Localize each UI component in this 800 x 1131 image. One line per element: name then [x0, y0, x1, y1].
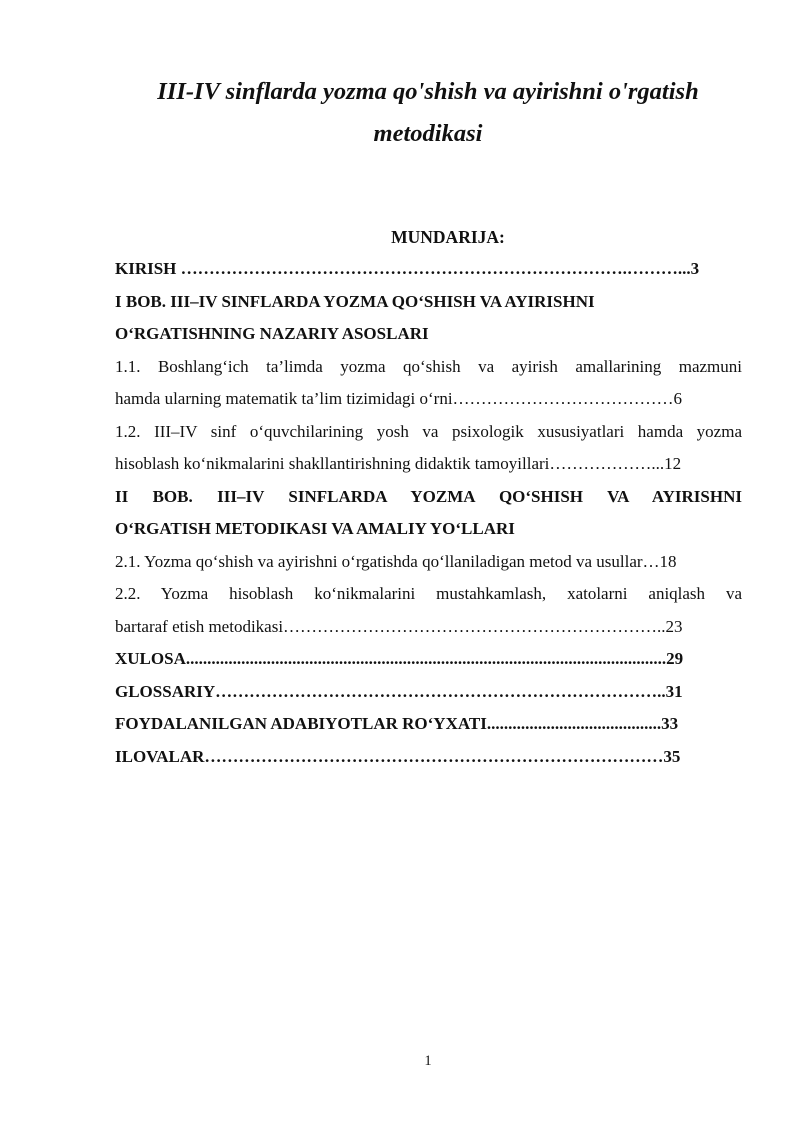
toc-chapter-1-title: I BOB. III–IV SINFLARDA YOZMA QO‘SHISH VA AYIRISHNI	[115, 291, 595, 311]
toc-entry-appendices: ILOVALAR………………………………………………………………………35	[115, 746, 681, 766]
toc-section-2-2: 2.2. Yozma hisoblash ko‘nikmalarini mustahkamlash, xatolarni aniqlash va	[115, 584, 742, 603]
toc-section-1-2-continued: hisoblash ko‘nikmalarini shakllantirishning didaktik tamoyillari………………...12	[115, 454, 682, 473]
toc-entry-references: FOYDALANILGAN ADABIYOTLAR RO‘YXATI.........................................33	[115, 714, 679, 733]
toc-chapter-1-title-continued: O‘RGATISHNING NAZARIY ASOSLARI	[115, 324, 429, 343]
toc-entry-glossary: GLOSSARIY……………………………………………………………………..31	[115, 681, 683, 701]
toc-section-1-1: 1.1. Boshlang‘ich ta’limda yozma qo‘shish va ayirish amallarining mazmuni	[115, 356, 742, 376]
toc-entry-conclusion: XULOSA.................................................................................................................29	[115, 649, 684, 668]
page-number: 1	[424, 1053, 432, 1069]
toc-chapter-2-title: II BOB. III–IV SINFLARDA YOZMA QO‘SHISH VA AYIRISHNI	[115, 486, 742, 506]
document-title-line-2: metodikasi	[373, 120, 483, 147]
toc-entry-introduction: KIRISH …………………………………………………………………….………...3	[115, 259, 700, 278]
toc-section-2-2-continued: bartaraf etish metodikasi…………………………………………………………..23	[115, 616, 683, 636]
table-of-contents-heading: MUNDARIJA:	[391, 227, 505, 247]
toc-section-1-1-continued: hamda ularning matematik ta’lim tizimidagi o‘rni…………………………………6	[115, 389, 683, 408]
toc-chapter-2-title-continued: O‘RGATISH METODIKASI VA AMALIY YO‘LLARI	[115, 519, 515, 538]
toc-section-1-2: 1.2. III–IV sinf o‘quvchilarining yosh va psixologik xususiyatlari hamda yozma	[115, 421, 742, 441]
table-of-contents	[115, 256, 742, 776]
document-title-line-1: III-IV sinflarda yozma qo'shish va ayirishni o'rgatish	[157, 78, 699, 105]
toc-section-2-1: 2.1. Yozma qo‘shish va ayirishni o‘rgatishda qo‘llaniladigan metod va usullar…18	[115, 551, 677, 571]
